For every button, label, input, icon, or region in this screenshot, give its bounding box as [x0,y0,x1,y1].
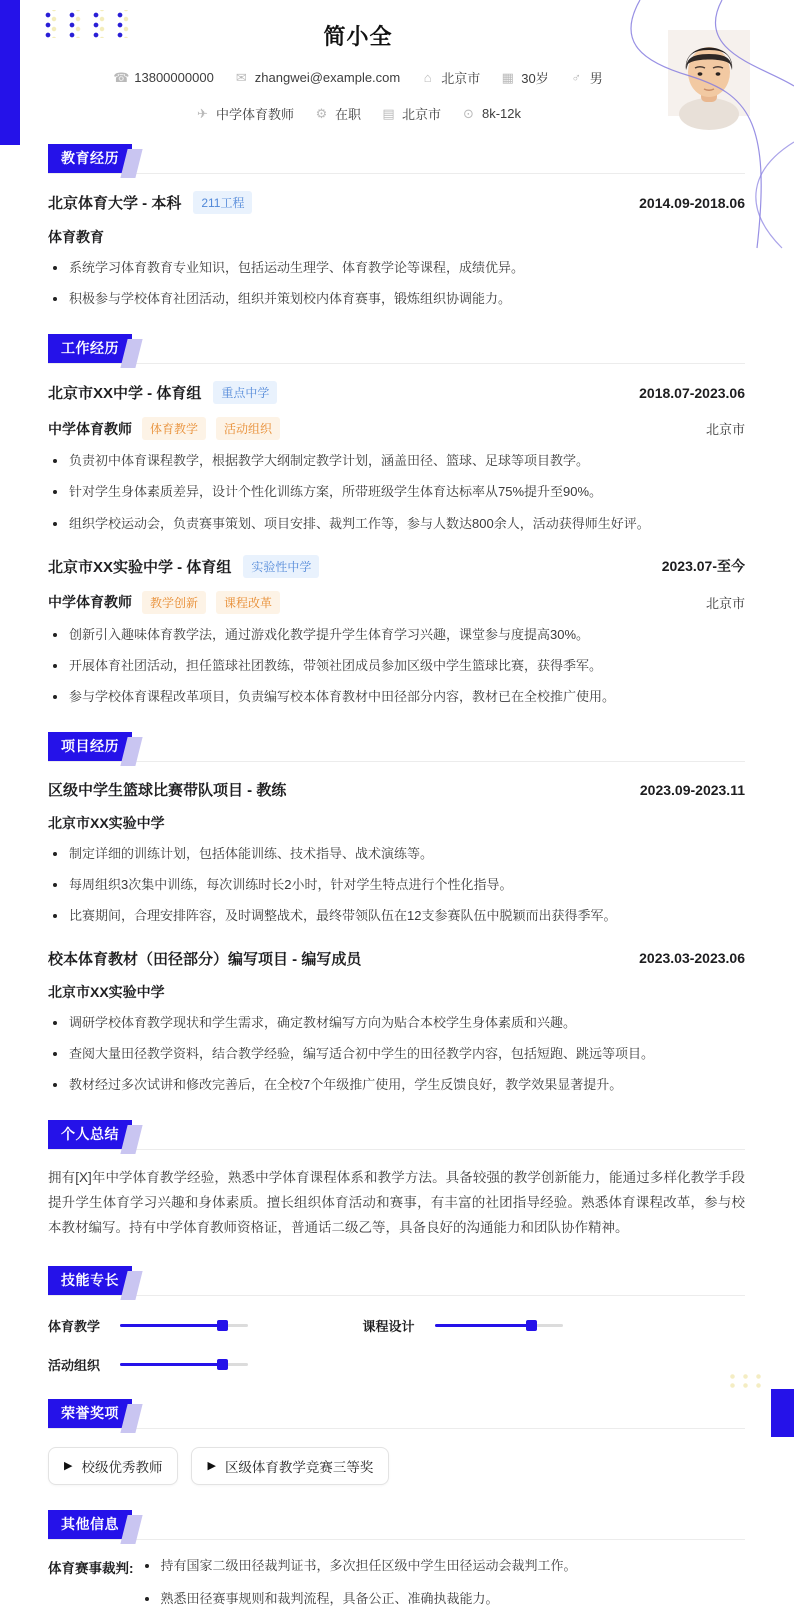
avatar [668,30,750,116]
email-icon: ✉ [235,69,247,85]
status-icon: ⚙ [315,105,328,121]
section-work [48,334,745,707]
section-title-badge: 教育经历 [48,144,132,173]
contact-row-2 [48,104,668,123]
bullet-list [48,258,745,309]
contact-row-1 [48,68,668,87]
role-tag: 课程改革 [216,591,280,614]
skill-name: 体育教学 [48,1318,101,1334]
work-entry [48,555,745,707]
company-name: 北京市XX实验中学 - 体育组 [48,558,232,576]
dot-grid-decoration-bottom [726,1372,766,1390]
bullet-item: 负责初中体育课程教学，根据教学大纲制定教学计划，涵盖田径、篮球、足球等项目教学。 [48,451,745,471]
bullet-item: 持有国家二级田径裁判证书，多次担任区级中学生田径运动会裁判工作。 [140,1556,746,1576]
role-tag: 活动组织 [216,417,280,440]
section-header [48,1510,745,1540]
company-tag: 实验性中学 [243,555,319,578]
salary-icon: ⊙ [463,105,474,121]
entry-head [48,381,745,404]
section-header [48,732,745,762]
company-tag: 重点中学 [213,381,277,404]
section-title-badge: 其他信息 [48,1510,132,1539]
role-name: 中学体育教师 [48,420,132,437]
bullet-list [48,1013,745,1095]
skill-slider-fill[interactable] [120,1324,222,1327]
gender-value: 男 [589,71,603,86]
section-title-badge: 技能专长 [48,1266,132,1295]
skill-item [48,1316,311,1335]
bullet-item: 组织学校运动会，负责赛事策划、项目安排、裁判工作等，参与人数达800余人，活动获得师生好评。 [48,514,745,534]
skill-slider-fill[interactable] [435,1324,531,1327]
role-name: 中学体育教师 [48,594,132,611]
skills-grid [48,1316,745,1374]
role-line [48,417,280,440]
location-item [420,68,480,87]
section-title-badge: 工作经历 [48,334,132,363]
section-header [48,334,745,364]
resume-content [0,144,794,1609]
position-item [195,104,294,123]
other-info-row [48,1556,745,1609]
entry-date: 2018.07-2023.06 [639,384,745,401]
gender-item [569,68,603,87]
left-accent-bar [0,0,20,145]
project-name: 校本体育教材（田径部分）编写项目 - 编写成员 [48,950,362,968]
bullet-item: 比赛期间，合理安排阵容，及时调整战术，最终带领队伍在12支参赛队伍中脱颖而出获得季军。 [48,906,745,926]
salary-value: 8k-12k [482,106,522,121]
bullet-item: 开展体育社团活动，担任篮球社团教练，带领社团成员参加区级中学生篮球比赛，获得季军。 [48,656,745,676]
email-item [234,68,400,87]
project-org: 北京市XX实验中学 [48,815,165,832]
bullet-list [140,1556,746,1609]
status-value: 在职 [334,107,361,122]
dot-grid-decoration [36,10,140,38]
section-other [48,1510,745,1609]
other-info-label: 体育赛事裁判: [48,1560,134,1576]
entry-date: 2014.09-2018.06 [639,194,745,211]
phone-icon: ☎ [113,69,130,85]
project-org: 北京市XX实验中学 [48,983,165,1000]
role-line [48,591,280,614]
skill-name: 活动组织 [48,1357,101,1373]
candidate-name: 简小全 [323,24,393,49]
bullet-item: 每周组织3次集中训练，每次训练时长2小时，针对学生特点进行个性化指导。 [48,875,745,895]
bullet-list [48,625,745,707]
play-triangle-icon: ▶ [64,1460,73,1473]
company-name: 北京市XX中学 - 体育组 [48,385,202,403]
entry-sub [48,417,745,440]
city-icon: ▤ [382,105,395,121]
city-value: 北京市 [401,107,441,122]
honor-pill[interactable] [191,1447,389,1485]
role-tag: 教学创新 [142,591,206,614]
entry-date: 2023.07-至今 [661,558,745,575]
skill-slider[interactable] [435,1324,563,1327]
age-item [500,68,548,87]
section-title-badge: 个人总结 [48,1120,132,1149]
entry-location: 北京市 [705,422,745,438]
section-education [48,144,745,309]
email-value: zhangwei@example.com [254,70,401,85]
bullet-list [48,451,745,533]
header-main [48,16,668,123]
salary-item [461,104,521,123]
entry-sub [48,813,745,833]
project-entry [48,948,745,1095]
section-header [48,1120,745,1150]
corner-accent-block [771,1389,794,1437]
entry-sub [48,982,745,1002]
entry-date: 2023.09-2023.11 [639,781,745,798]
honor-label: 校级优秀教师 [81,1459,163,1475]
entry-left [48,555,319,578]
phone-item [113,68,214,87]
bullet-item: 参与学校体育课程改革项目，负责编写校本体育教材中田径部分内容，教材已在全校推广使用。 [48,687,745,707]
entry-location: 北京市 [705,595,745,611]
entry-left [48,381,277,404]
section-title-badge: 荣誉奖项 [48,1399,132,1428]
section-header [48,144,745,174]
section-title-badge: 项目经历 [48,732,132,761]
section-honors [48,1399,745,1485]
skill-name: 课程设计 [362,1318,415,1334]
age-value: 30岁 [521,71,549,86]
section-header [48,1399,745,1429]
entry-head [48,555,745,578]
skill-slider[interactable] [120,1363,248,1366]
honor-pill[interactable] [48,1447,178,1485]
bullet-item: 调研学校体育教学现状和学生需求，确定教材编写方向为贴合本校学生身体素质和兴趣。 [48,1013,745,1033]
section-skills [48,1266,745,1374]
entry-head [48,779,745,800]
bullet-item: 积极参与学校体育社团活动，组织并策划校内体育赛事，锻炼组织协调能力。 [48,289,745,309]
bullet-item: 查阅大量田径教学资料，结合教学经验，编写适合初中学生的田径教学内容，包括短跑、跳远等项目。 [48,1044,745,1064]
entry-sub [48,227,745,247]
entry-head [48,948,745,969]
entry-head [48,191,745,214]
school-name: 北京体育大学 - 本科 [48,195,182,212]
section-summary [48,1120,745,1241]
education-entry [48,191,745,309]
entry-left [48,191,252,214]
entry-date: 2023.03-2023.06 [639,950,745,967]
position-value: 中学体育教师 [215,107,294,122]
skill-item [48,1355,311,1374]
project-entry [48,779,745,926]
honor-label: 区级体育教学竞赛三等奖 [224,1459,374,1475]
role-tag: 体育教学 [142,417,206,440]
status-item [314,104,361,123]
school-tag: 211工程 [193,191,252,214]
bullet-item: 熟悉田径赛事规则和裁判流程，具备公正、准确执裁能力。 [140,1589,746,1609]
play-triangle-icon: ▶ [207,1460,216,1473]
major-name: 体育教育 [48,229,104,245]
bullet-item: 针对学生身体素质差异，设计个性化训练方案，所带班级学生体育达标率从75%提升至90%。 [48,482,745,502]
section-header [48,1266,745,1296]
work-entry [48,381,745,533]
city-item [381,104,441,123]
gender-icon: ♂ [571,70,582,85]
age-icon: ▦ [501,69,514,85]
section-projects [48,732,745,1095]
entry-sub [48,591,745,614]
position-icon: ✈ [197,105,208,121]
location-icon: ⌂ [423,70,432,85]
location-value: 北京市 [441,71,481,86]
bullet-list [48,844,745,926]
skill-slider-fill[interactable] [120,1363,222,1366]
honor-row [48,1447,745,1485]
summary-text: 拥有[X]年中学体育教学经验，熟悉中学体育课程体系和教学方法。具备较强的教学创新能力，能通过多样化教学手段提升学生体育学习兴趣和身体素质。擅长组织体育活动和赛事，有丰富的社团指导经验。熟悉体育课程改革，参与校本教材编写。持有中学体育教师资格证，普通话二级乙等，具备良好的沟通能力和团队协作精神。 [48,1169,745,1235]
bullet-item: 创新引入趣味体育教学法，通过游戏化教学提升学生体育学习兴趣，课堂参与度提高30%。 [48,625,745,645]
bullet-item: 教材经过多次试讲和修改完善后，在全校7个年级推广使用，学生反馈良好，教学效果显著提升。 [48,1075,745,1095]
bullet-item: 制定详细的训练计划，包括体能训练、技术指导、战术演练等。 [48,844,745,864]
skill-item [363,1316,626,1335]
bullet-item: 系统学习体育教育专业知识，包括运动生理学、体育教学论等课程，成绩优异。 [48,258,745,278]
project-name: 区级中学生篮球比赛带队项目 - 教练 [48,782,287,800]
phone-value: 13800000000 [134,70,214,85]
skill-slider[interactable] [120,1324,248,1327]
